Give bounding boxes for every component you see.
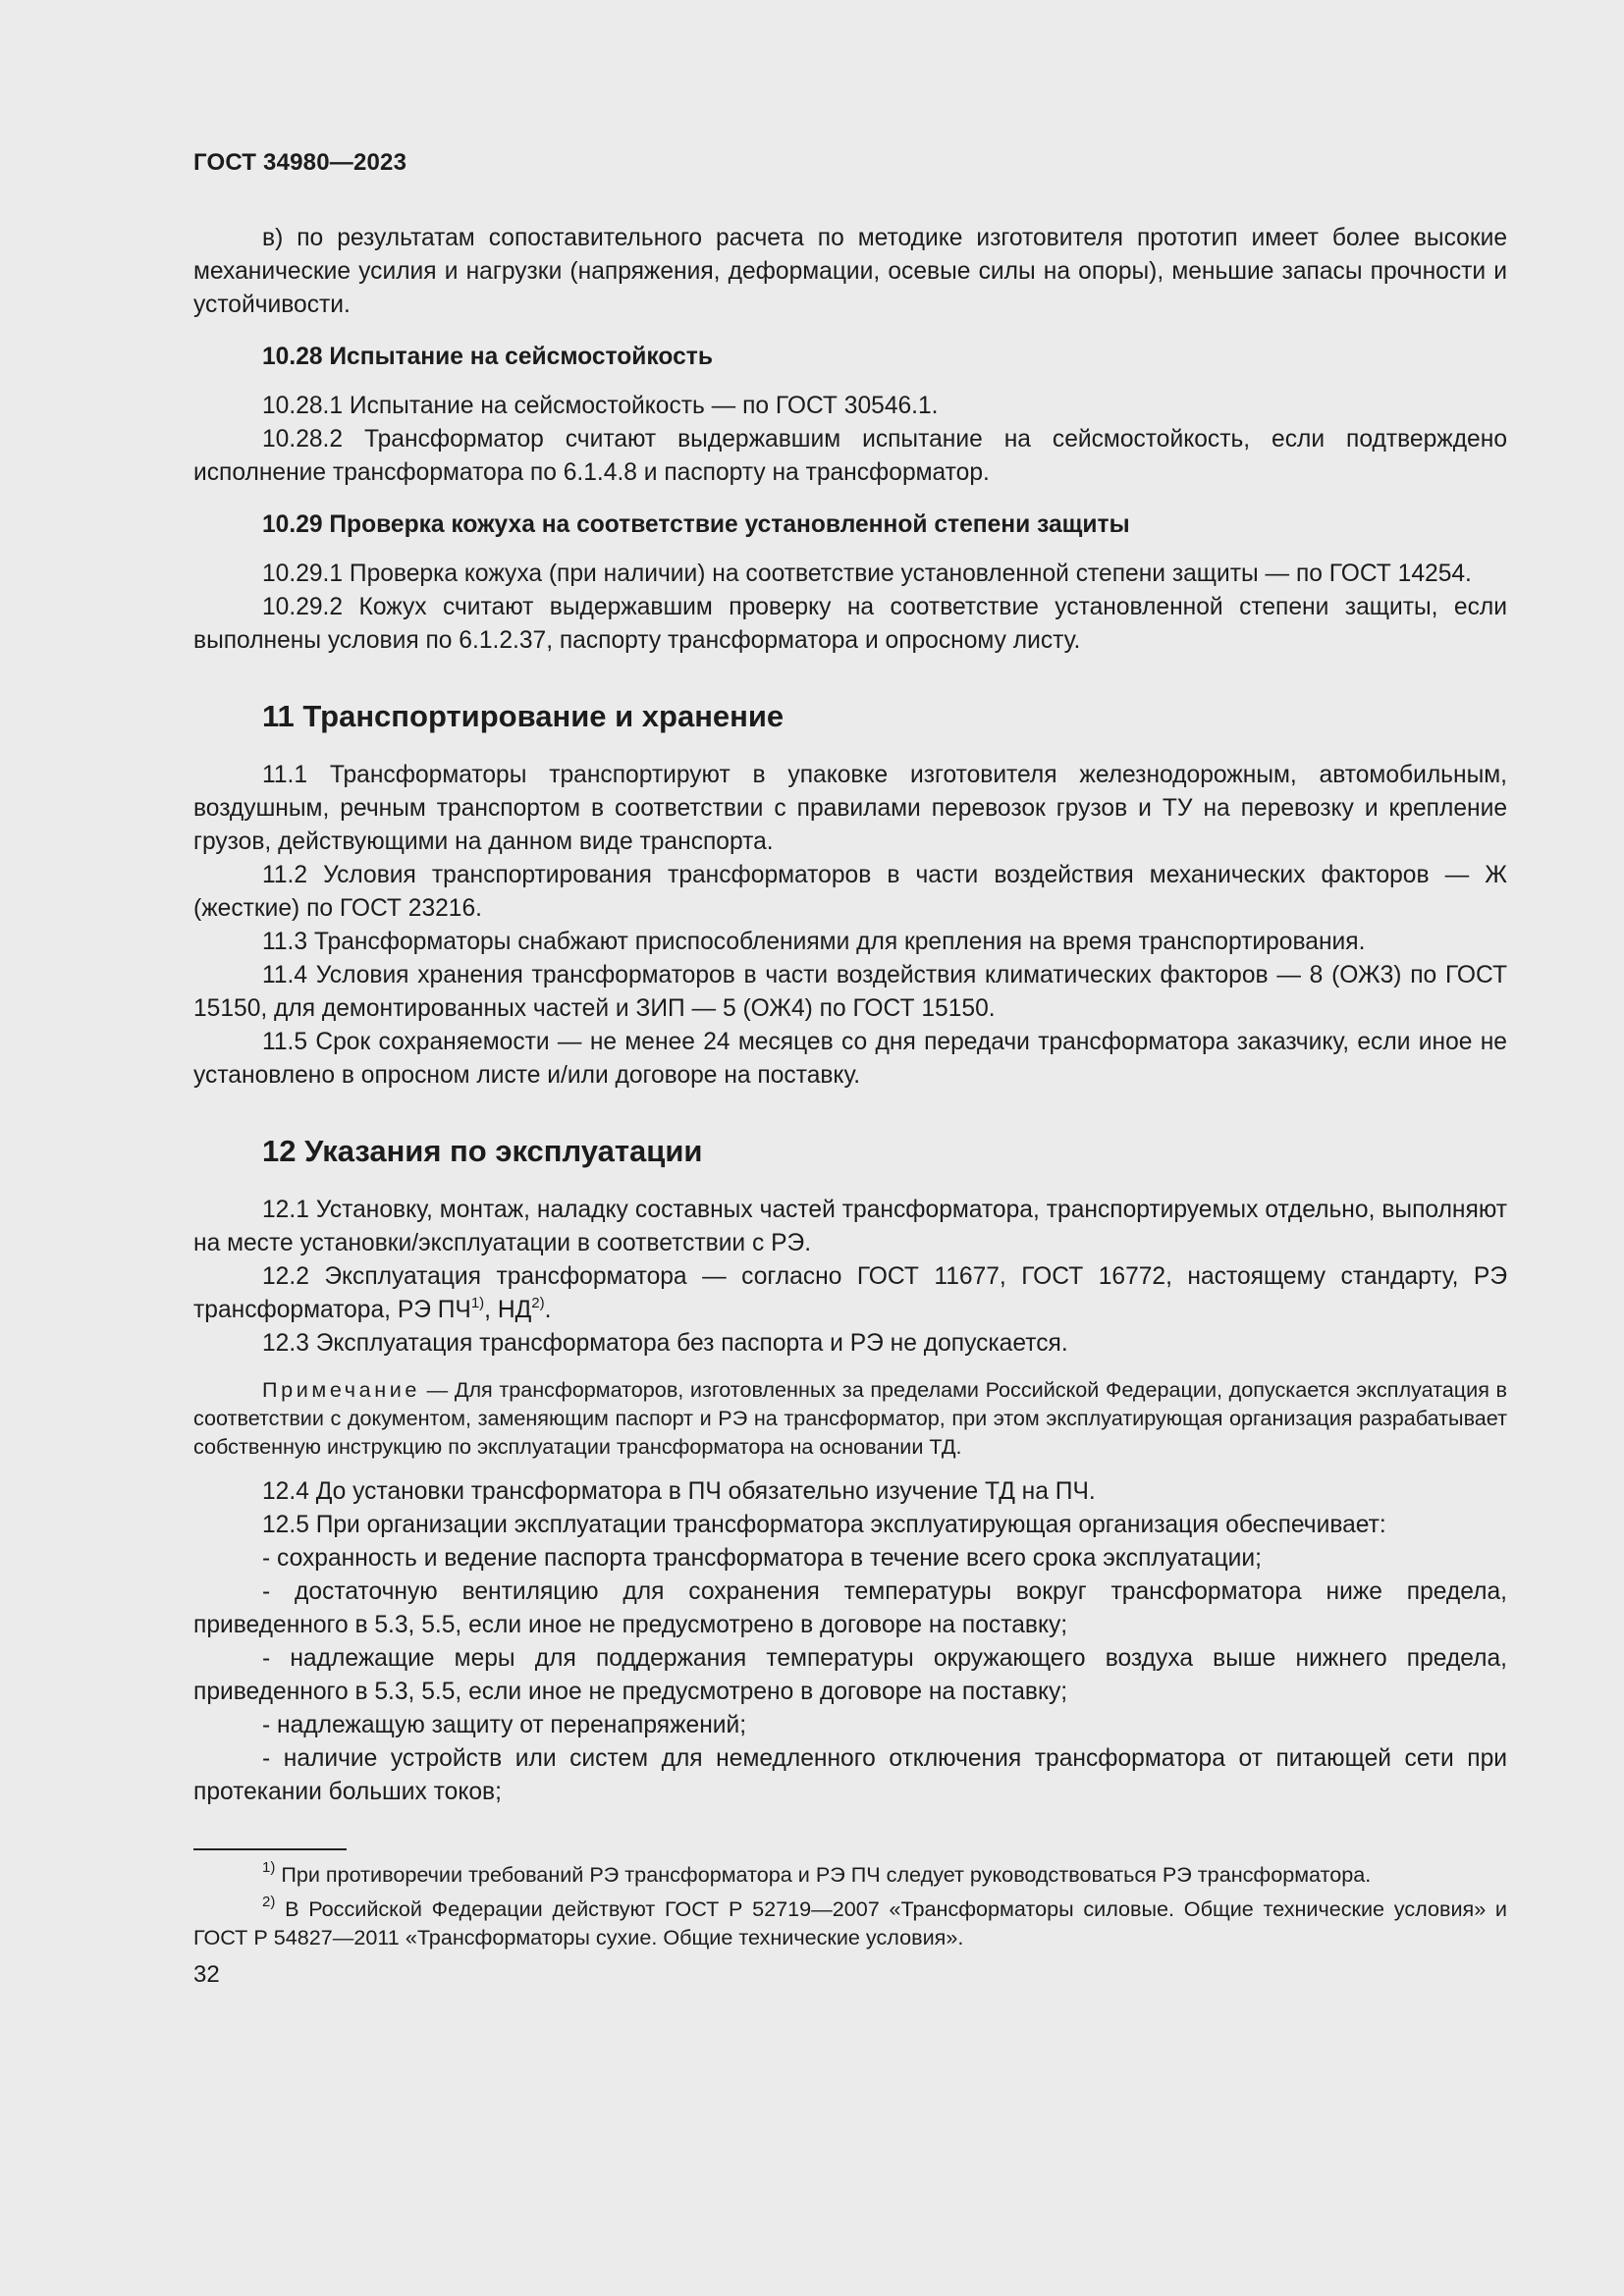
paragraph-12-2-text-nd: , НД [484,1297,532,1323]
paragraph-12-5: 12.5 При организации эксплуатации трансформатора эксплуатирующая организация обеспечивает: [262,1512,1386,1538]
note-label: Примечание [262,1377,420,1402]
paragraph-12-2-end: . [544,1297,552,1323]
paragraph-10-29-2: 10.29.2 Кожух считают выдержавшим проверку на соответствие установленной степени защиты, если выполнены условия по 6.1.2.37, паспорту трансформатора и опросному листу. [193,594,1507,654]
list-item: - наличие устройств или систем для немедленного отключения трансформатора от питающей сети при протекании больших токов; [193,1745,1507,1805]
note-text: — Для трансформаторов, изготовленных за пределами Российской Федерации, допускается эксплуатация в соответствии с документом, заменяющим паспорт и РЭ на трансформатор, при этом эксплуатирующая организация разрабатывает собственную инструкцию по эксплуатации трансформатора на основании ТД. [193,1377,1507,1459]
footnote-1 [193,1860,1507,1889]
footnote-ref-1: 1) [470,1295,485,1311]
page-number: 32 [193,1961,220,1988]
list-item: - сохранность и ведение паспорта трансформатора в течение всего срока эксплуатации; [262,1545,1262,1572]
paragraph-12-1: 12.1 Установку, монтаж, наладку составных частей трансформатора, транспортируемых отдельно, выполняют на месте установки/эксплуатации в соответствии с РЭ. [193,1197,1507,1256]
paragraph-12-4: 12.4 До установки трансформатора в ПЧ обязательно изучение ТД на ПЧ. [262,1478,1096,1505]
paragraph-11-3: 11.3 Трансформаторы снабжают приспособлениями для крепления на время транспортирования. [262,929,1366,955]
paragraph-10-29-1: 10.29.1 Проверка кожуха (при наличии) на соответствие установленной степени защиты — по ГОСТ 14254. [262,561,1472,587]
footnote-1-text: При противоречии требований РЭ трансформатора и РЭ ПЧ следует руководствоваться РЭ трансформатора. [275,1862,1372,1887]
paragraph-11-4: 11.4 Условия хранения трансформаторов в части воздействия климатических факторов — 8 (ОЖ3) по ГОСТ 15150, для демонтированных частей и ЗИП — 5 (ОЖ4) по ГОСТ 15150. [193,962,1507,1022]
list-item: - надлежащие меры для поддержания температуры окружающего воздуха выше нижнего предела, приведенного в 5.3, 5.5, если иное не предусмотрено в договоре на поставку; [193,1645,1507,1705]
paragraph-10-28-2: 10.28.2 Трансформатор считают выдержавшим испытание на сейсмостойкость, если подтверждено исполнение трансформатора по 6.1.4.8 и паспорту на трансформатор. [193,426,1507,486]
page-content [193,222,1507,1989]
paragraph-11-2: 11.2 Условия транспортирования трансформаторов в части воздействия механических факторов — Ж (жесткие) по ГОСТ 23216. [193,862,1507,922]
list-item: - достаточную вентиляцию для сохранения температуры вокруг трансформатора ниже предела, приведенного в 5.3, 5.5, если иное не предусмотрено в договоре на поставку; [193,1578,1507,1638]
heading-section-11: 11 Транспортирование и хранение [262,699,785,733]
note [193,1375,1507,1461]
footnote-2-mark: 2) [262,1894,276,1910]
heading-10-28: 10.28 Испытание на сейсмостойкость [262,344,713,370]
document-id: ГОСТ 34980—2023 [193,149,407,176]
paragraph-11-1: 11.1 Трансформаторы транспортируют в упаковке изготовителя железнодорожным, автомобильным, воздушным, речным транспортом в соответствии с правилами перевозок грузов и ТУ на перевозку и крепление грузов, действующими на данном виде транспорта. [193,762,1507,855]
paragraph-12-2 [193,1260,1507,1327]
paragraph-v: в) по результатам сопоставительного расчета по методике изготовителя прототип имеет более высокие механические усилия и нагрузки (напряжения, деформации, осевые силы на опоры), меньшие запасы прочности и устойчивости. [193,225,1507,318]
footnote-2-text: В Российской Федерации действуют ГОСТ Р 52719—2007 «Трансформаторы силовые. Общие технические условия» и ГОСТ Р 54827—2011 «Трансформаторы сухие. Общие технические условия». [193,1896,1507,1949]
heading-10-29: 10.29 Проверка кожуха на соответствие установленной степени защиты [262,511,1130,538]
paragraph-12-3: 12.3 Эксплуатация трансформатора без паспорта и РЭ не допускается. [262,1330,1068,1357]
footnote-2 [193,1895,1507,1951]
footnote-ref-2: 2) [531,1295,545,1311]
paragraph-10-28-1: 10.28.1 Испытание на сейсмостойкость — по ГОСТ 30546.1. [262,393,939,419]
paragraph-11-5: 11.5 Срок сохраняемости — не менее 24 месяцев со дня передачи трансформатора заказчику, если иное не установлено в опросном листе и/или договоре на поставку. [193,1029,1507,1089]
footnote-1-mark: 1) [262,1859,276,1876]
heading-section-12: 12 Указания по эксплуатации [262,1134,703,1168]
footnote-divider [193,1848,347,1850]
paragraph-12-2-text: 12.2 Эксплуатация трансформатора — согласно ГОСТ 11677, ГОСТ 16772, настоящему стандарту, РЭ трансформатора, РЭ ПЧ [193,1263,1507,1323]
list-item: - надлежащую защиту от перенапряжений; [262,1712,747,1738]
